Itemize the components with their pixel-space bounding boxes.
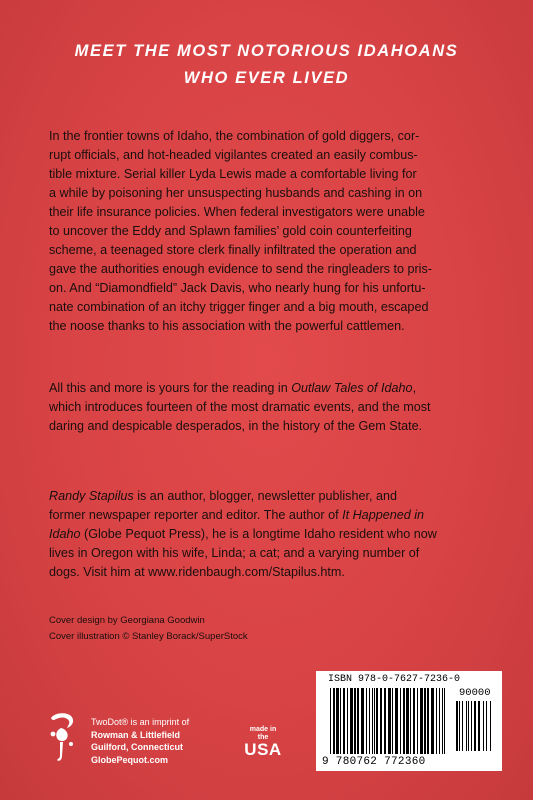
paragraph-line	[49, 487, 491, 506]
barcode-bar	[417, 688, 418, 754]
price-barcode-bar	[468, 701, 469, 751]
summary-text: ,	[412, 381, 417, 395]
price-barcode-bar	[459, 701, 460, 751]
paragraph-line: lives in Oregon with his wife, Linda; a cat; and a varying number of	[49, 546, 420, 560]
paragraph-line: on. And “Diamondfield” Jack Davis, who nearly hung for his unfortu-	[49, 281, 426, 295]
cover-illustration-credit: Cover illustration © Stanley Borack/SuperStock	[49, 631, 248, 642]
price-barcode-bar	[462, 701, 463, 751]
description-paragraph	[49, 127, 491, 336]
paragraph-line	[49, 379, 491, 398]
barcode-bar	[392, 688, 393, 754]
usa-label: USA	[244, 740, 282, 759]
summary-paragraph	[49, 379, 491, 436]
barcode-bar	[372, 688, 373, 754]
barcode-bar	[354, 688, 356, 754]
barcode-bar	[376, 688, 378, 754]
paragraph-line: the noose thanks to his association with the powerful cattlemen.	[49, 319, 405, 333]
price-barcode-bars	[456, 701, 496, 753]
paragraph-line	[49, 525, 491, 544]
price-code: 90000	[459, 687, 491, 699]
paragraph-line: daring and despicable desperados, in the history of the Gem State.	[49, 419, 423, 433]
price-barcode-bar	[490, 701, 491, 751]
isbn-barcode	[316, 671, 502, 771]
isbn-number: ISBN 978-0-7627-7236-0	[328, 674, 461, 685]
price-barcode-bar	[478, 701, 480, 751]
barcode-bar	[420, 688, 423, 754]
price-barcode-bar	[486, 701, 487, 751]
barcode-bar	[357, 688, 359, 754]
barcode-bar	[400, 688, 401, 754]
barcode-bar	[424, 688, 426, 754]
barcode-bar	[366, 688, 367, 754]
price-barcode-bar	[456, 701, 458, 751]
paragraph-line	[49, 506, 491, 525]
paragraph-line: tible mixture. Serial killer Lyda Lewis made a comfortable living for	[49, 167, 417, 181]
paragraph-line: to uncover the Eddy and Splawn families’ gold coin counterfeiting	[49, 224, 412, 238]
twodot-logo-icon	[47, 712, 77, 764]
other-book-title-cont: Idaho	[49, 527, 81, 541]
paragraph-line: which introduces fourteen of the most dramatic events, and the most	[49, 400, 431, 414]
price-barcode-bar	[466, 701, 467, 751]
bio-text: is an author, blogger, newsletter publisher, and	[133, 489, 397, 503]
barcode-bar	[436, 688, 437, 754]
paragraph-line: dogs. Visit him at www.ridenbaugh.com/Stapilus.htm.	[49, 565, 345, 579]
barcode-bar	[347, 688, 348, 754]
headline-line-1: MEET THE MOST NOTORIOUS IDAHOANS	[74, 42, 459, 60]
headline	[0, 38, 533, 92]
barcode-bar	[403, 688, 405, 754]
price-barcode-bar	[471, 701, 472, 751]
barcode-bar	[330, 688, 331, 754]
price-barcode-bar	[474, 701, 476, 751]
barcode-bar	[442, 688, 443, 754]
author-name: Randy Stapilus	[49, 489, 134, 503]
barcode-bar	[361, 688, 364, 754]
ean-digits: 9 780762 772360	[322, 756, 426, 768]
barcode-bar	[374, 688, 375, 754]
barcode-bar	[384, 688, 386, 754]
author-bio	[49, 487, 491, 582]
barcode-bar	[369, 688, 370, 754]
barcode-bar	[439, 688, 440, 754]
imprint-website: GlobePequot.com	[91, 754, 169, 765]
paragraph-line: gave the authorities enough evidence to send the ringleaders to pris-	[49, 262, 432, 276]
imprint-line: TwoDot® is an imprint of	[91, 717, 190, 727]
bio-text: (Globe Pequot Press), he is a longtime Idaho resident who now	[80, 527, 437, 541]
paragraph-line: rupt officials, and hot-headed vigilantes created an easily combus-	[49, 148, 418, 162]
book-title: Outlaw Tales of Idaho	[291, 381, 413, 395]
barcode-bar	[413, 688, 415, 754]
summary-text: All this and more is yours for the reading in	[49, 381, 292, 395]
paragraph-line: nate combination of an itchy trigger finger and a big mouth, escaped	[49, 300, 429, 314]
paragraph-line: scheme, a teenaged store clerk finally infiltrated the operation and	[49, 243, 417, 257]
barcode-bar	[343, 688, 345, 754]
cover-design-credit: Cover design by Georgiana Goodwin	[49, 615, 205, 626]
barcode-bar	[380, 688, 382, 754]
barcode-bar	[410, 688, 411, 754]
ean-barcode-bars	[330, 688, 450, 756]
price-barcode-bar	[483, 701, 484, 751]
paragraph-line: a while by poisoning her unsuspecting husbands and cashing in on	[49, 186, 423, 200]
headline-line-2: WHO EVER LIVED	[183, 69, 350, 87]
publisher-imprint	[91, 716, 189, 766]
barcode-bar	[333, 688, 335, 754]
barcode-bar	[395, 688, 398, 754]
made-in-usa-badge	[244, 726, 282, 759]
imprint-location: Guilford, Connecticut	[91, 742, 183, 752]
imprint-publisher: Rowman & Littlefield	[91, 729, 181, 740]
barcode-bar	[431, 688, 434, 754]
paragraph-line: In the frontier towns of Idaho, the combination of gold diggers, cor-	[49, 129, 420, 143]
barcode-bar	[406, 688, 409, 754]
barcode-bar	[336, 688, 339, 754]
made-in-label: made in the	[249, 726, 277, 741]
barcode-bar	[427, 688, 429, 754]
other-book-title: It Happened in	[342, 508, 425, 522]
barcode-bar	[340, 688, 341, 754]
bio-text: former newspaper reporter and editor. The author of	[49, 508, 343, 522]
barcode-bar	[444, 688, 445, 754]
barcode-bar	[350, 688, 353, 754]
cover-credits	[49, 613, 248, 645]
paragraph-line: their life insurance policies. When federal investigators were unable	[49, 205, 425, 219]
barcode-bar	[388, 688, 391, 754]
